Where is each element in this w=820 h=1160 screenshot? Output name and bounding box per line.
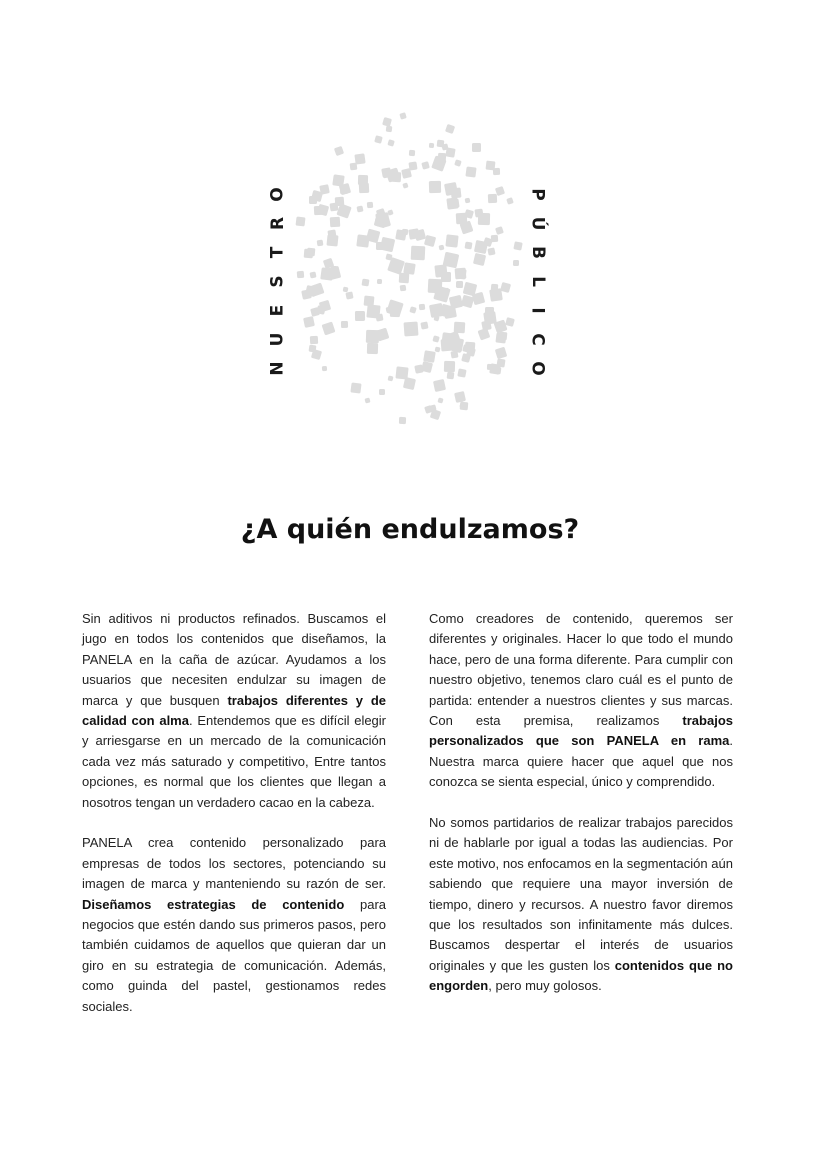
mosaic-square: [380, 237, 395, 252]
text-column-left: [82, 609, 386, 1038]
mosaic-square: [322, 366, 328, 372]
mosaic-square: [445, 234, 458, 247]
mosaic-square: [398, 417, 405, 424]
mosaic-square: [377, 279, 382, 284]
mosaic-square: [303, 316, 315, 328]
mosaic-square: [322, 321, 336, 335]
mosaic-square: [455, 159, 462, 166]
mosaic-square: [490, 363, 501, 374]
mosaic-square: [391, 172, 401, 182]
mosaic-square: [473, 253, 487, 267]
mosaic-square: [367, 342, 378, 353]
page-heading: ¿A quién endulzamos?: [240, 514, 580, 545]
left-title-letter: S: [267, 275, 288, 288]
mosaic-square: [435, 265, 448, 278]
right-title-letter: L: [527, 276, 548, 287]
mosaic-square: [362, 279, 370, 287]
mosaic-square: [464, 342, 475, 353]
mosaic-square: [350, 383, 361, 394]
mosaic-square: [399, 112, 406, 119]
mosaic-square: [379, 389, 385, 395]
mosaic-square: [483, 237, 493, 247]
right-title-letter: B: [527, 246, 548, 259]
mosaic-square: [400, 285, 407, 292]
mosaic-square: [455, 281, 462, 288]
right-title-letter: O: [527, 361, 548, 376]
mosaic-square: [433, 379, 446, 392]
mosaic-square: [380, 217, 391, 228]
mosaic-square: [478, 213, 490, 225]
mosaic-square: [513, 259, 520, 266]
vertical-title-left: [267, 180, 288, 383]
mosaic-square: [385, 253, 392, 260]
mosaic-square: [401, 168, 411, 178]
mosaic-square: [408, 228, 419, 239]
mosaic-square: [505, 317, 515, 327]
mosaic-square: [444, 182, 458, 196]
mosaic-square: [366, 330, 379, 343]
mosaic-square: [341, 321, 348, 328]
mosaic-square: [332, 175, 344, 187]
mosaic-square: [359, 183, 369, 193]
mosaic-square: [494, 347, 506, 359]
mosaic-square: [464, 209, 474, 219]
mosaic-square: [422, 161, 430, 169]
mosaic-square: [477, 328, 490, 341]
text-column-right: [429, 609, 733, 1017]
right-title-letter: P: [527, 188, 548, 201]
mosaic-square: [330, 216, 341, 227]
mosaic-square: [374, 135, 383, 144]
left-title-letter: O: [267, 187, 288, 202]
mosaic-square: [355, 310, 365, 320]
mosaic-square: [367, 202, 373, 208]
mosaic-square: [461, 353, 471, 363]
mosaic-square: [316, 240, 322, 246]
left-title-letter: U: [267, 332, 288, 347]
mosaic-square: [483, 311, 496, 324]
mosaic-square: [424, 235, 437, 248]
mosaic-square: [454, 391, 465, 402]
mosaic-square: [459, 220, 473, 234]
mosaic-square: [304, 248, 314, 258]
mosaic-square: [339, 186, 347, 194]
mosaic-square: [495, 186, 505, 196]
mosaic-square: [314, 205, 323, 214]
mosaic-square: [449, 198, 459, 208]
right-title-letter: Ú: [527, 216, 548, 231]
right-title-letter: C: [527, 333, 548, 346]
mosaic-square: [350, 162, 358, 170]
left-title-letter: T: [267, 246, 288, 259]
mosaic-square: [437, 140, 444, 147]
right-title-letter: I: [527, 307, 548, 314]
mosaic-square: [335, 196, 344, 205]
mosaic-square: [441, 339, 454, 352]
mosaic-square: [420, 321, 429, 330]
mosaic-square: [308, 345, 316, 353]
mosaic-square: [487, 194, 497, 204]
mosaic-square: [445, 124, 456, 135]
mosaic-square: [296, 270, 304, 278]
paragraph: PANELA crea contenido personalizado para empresas de todos los sectores, potenciando su imagen de marca y manteniendo su razón de ser. Diseñamos estrategias de contenido para negocios que estén dando sus primeros pasos, pero también cuidamos de aquellos que quieran dar un giro en su estrategia de comunicación. Además, como guinda del pastel, gestionamos redes sociales.: [82, 835, 387, 1014]
mosaic-square: [472, 143, 481, 152]
mosaic-square: [437, 398, 443, 404]
mosaic-square: [507, 197, 515, 205]
mosaic-square: [331, 266, 338, 273]
paragraph: Sin aditivos ni productos refinados. Buscamos el jugo en todos los contenidos que diseñamos, la PANELA en la caña de azúcar. Ayudamos a los usuarios que necesiten endulzar su imagen de marca y que busquen trabajos diferentes y de calidad con alma. Entendemos que es difícil elegir y arriesgarse en un mercado de la comunicación cada vez más saturado y competitivo, Entre tantos opciones, es normal que los clientes que llegan a nosotros tengan un verdadero cacao en la cabeza.: [82, 611, 387, 810]
mosaic-square: [446, 372, 454, 380]
mosaic-square: [402, 182, 409, 189]
mosaic-square: [399, 273, 410, 284]
mosaic-square: [408, 149, 415, 156]
mosaic-square: [432, 335, 440, 343]
mosaic-square: [434, 346, 440, 352]
vertical-title-right: [527, 180, 548, 383]
mosaic-square: [454, 321, 465, 332]
left-title-letter: E: [267, 304, 288, 317]
mosaic-square: [410, 306, 418, 314]
mosaic-square: [319, 184, 329, 194]
mosaic-square: [464, 241, 472, 249]
mosaic-square: [295, 216, 305, 226]
mosaic-square: [429, 143, 435, 149]
mosaic-square: [388, 209, 394, 215]
mosaic-square: [411, 245, 425, 259]
mosaic-square: [458, 368, 467, 377]
mosaic-square: [430, 181, 441, 192]
paragraph: Como creadores de contenido, queremos ser diferentes y originales. Hacer lo que todo el mundo hace, pero de una forma diferente. Para cumplir con nuestro objetivo, tenemos claro cuál es el punto de partida: entender a nuestros clientes y sus marcas. Con esta premisa, realizamos trabajos personalizados que son PANELA en rama. Nuestra marca quiere hacer que aquel que nos conozca se sienta especial, único y comprendido.: [429, 611, 733, 790]
mosaic-square: [357, 205, 364, 212]
mosaic-square: [375, 314, 383, 322]
mosaic-square: [500, 282, 512, 294]
square-mosaic-graphic: [300, 115, 520, 425]
mosaic-square: [499, 332, 508, 341]
mosaic-square: [493, 168, 501, 176]
mosaic-square: [449, 295, 464, 310]
mosaic-square: [311, 283, 325, 297]
mosaic-square: [402, 228, 408, 234]
mosaic-square: [387, 375, 393, 381]
mosaic-square: [492, 285, 498, 291]
mosaic-square: [409, 162, 418, 171]
mosaic-square: [423, 350, 435, 362]
mosaic-square: [404, 321, 419, 336]
mosaic-square: [327, 235, 339, 247]
mosaic-square: [365, 397, 371, 403]
mosaic-square: [419, 304, 425, 310]
mosaic-square: [444, 361, 455, 372]
left-title-letter: R: [267, 216, 288, 231]
mosaic-square: [319, 300, 332, 313]
mosaic-square: [438, 244, 444, 250]
mosaic-square: [495, 226, 504, 235]
mosaic-square: [310, 336, 319, 345]
mosaic-square: [333, 146, 343, 156]
mosaic-square: [345, 291, 353, 299]
mosaic-square: [465, 167, 476, 178]
mosaic-square: [465, 197, 471, 203]
mosaic-square: [310, 272, 317, 279]
mosaic-square: [487, 248, 496, 257]
mosaic-square: [385, 125, 392, 132]
paragraph: No somos partidarios de realizar trabajos parecidos ni de hablarle por igual a todas las audiencias. Por este motivo, nos enfocamos en la segmentación aún sabiendo que requiere una mayor inversión de tiempo, dinero y recursos. A nuestro favor diremos que los resultados son infinitamente más dulces. Buscamos despertar el interés de usuarios originales y que les gusten los contenidos que no engorden, pero muy golosos.: [429, 815, 733, 994]
mosaic-square: [456, 269, 468, 281]
mosaic-square: [387, 139, 395, 147]
left-title-letter: N: [267, 361, 288, 376]
mosaic-square: [395, 366, 409, 380]
mosaic-square: [357, 234, 370, 247]
